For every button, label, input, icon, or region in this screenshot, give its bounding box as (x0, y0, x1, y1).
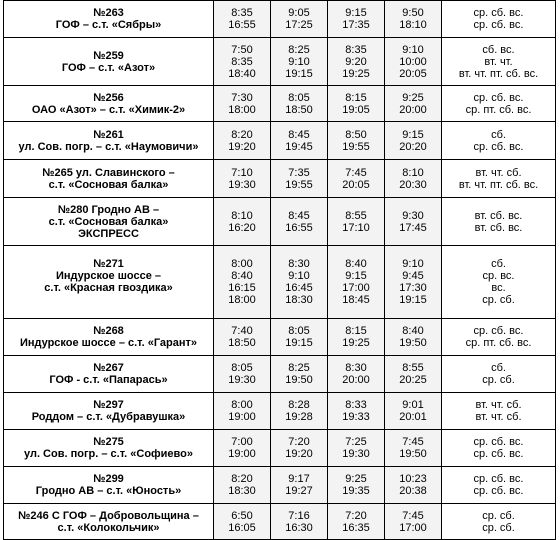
table-row (4, 319, 556, 356)
route-cell-line: с.т. «Сосновая балка» (48, 215, 169, 228)
time-value: 9:45 (402, 270, 424, 282)
time-value: 18:50 (228, 337, 256, 349)
days-cell (442, 1, 556, 38)
time-cell (385, 504, 442, 540)
time-value: 8:33 (345, 399, 367, 411)
time-cell (328, 246, 385, 319)
time-value: 16:55 (285, 221, 313, 234)
time-value: 19:15 (399, 294, 427, 306)
time-cell (328, 86, 385, 122)
time-value: 7:16 (288, 509, 310, 522)
time-value: 16:05 (228, 521, 256, 534)
time-value: 19:45 (285, 140, 313, 153)
time-value: 20:05 (342, 178, 370, 191)
time-value: 20:00 (399, 103, 427, 116)
time-value: 9:20 (345, 55, 367, 68)
time-value: 8:25 (288, 362, 310, 374)
days-cell-line: ср. сб. (482, 374, 515, 386)
time-value: 7:25 (345, 436, 367, 448)
days-cell-line: сб. (491, 362, 506, 374)
time-value: 17:00 (342, 282, 370, 294)
days-cell-line: ср. сб. (482, 294, 515, 306)
route-cell-line: №265 ул. Славинского – (42, 166, 175, 179)
time-cell (385, 122, 442, 160)
days-cell (442, 430, 556, 467)
days-cell-line: вт. чт. сб. (475, 411, 522, 423)
route-cell (4, 122, 214, 160)
time-cell (328, 319, 385, 356)
route-cell (4, 1, 214, 38)
route-cell-line: ЭКСПРЕСС (78, 227, 139, 240)
time-value: 20:00 (342, 374, 370, 386)
days-cell-line: вт. сб. вс. (474, 221, 523, 234)
time-cell (214, 246, 271, 319)
days-cell (442, 246, 556, 319)
time-value: 18:00 (228, 294, 256, 306)
days-cell-line: ср. сб. вс. (473, 140, 524, 153)
time-cell (271, 504, 328, 540)
table-row (4, 504, 556, 540)
table-row (4, 86, 556, 122)
time-value: 8:15 (345, 325, 367, 337)
time-value: 20:38 (399, 485, 427, 497)
time-cell (328, 122, 385, 160)
days-cell-line: ср. сб. вс. (473, 7, 524, 19)
time-value: 9:30 (402, 209, 424, 222)
days-cell (442, 86, 556, 122)
time-cell (214, 122, 271, 160)
table-row (4, 1, 556, 38)
time-cell (214, 198, 271, 246)
time-value: 16:55 (228, 19, 256, 31)
time-value: 8:40 (231, 270, 253, 282)
days-cell (442, 122, 556, 160)
time-cell (271, 393, 328, 430)
route-cell-line: №263 (93, 7, 124, 19)
days-cell-line: сб. вс. (482, 43, 515, 56)
table-row (4, 393, 556, 430)
time-value: 19:00 (228, 448, 256, 460)
time-cell (214, 38, 271, 86)
time-value: 17:10 (342, 221, 370, 234)
time-cell (328, 1, 385, 38)
time-value: 9:25 (345, 473, 367, 485)
route-cell-line: Индурское шоссе – (56, 270, 161, 282)
table-row (4, 160, 556, 198)
route-cell-line (4, 294, 213, 306)
time-cell (328, 38, 385, 86)
route-cell (4, 198, 214, 246)
days-cell (442, 198, 556, 246)
time-cell (385, 160, 442, 198)
time-value: 7:45 (402, 509, 424, 522)
time-value: 19:00 (228, 411, 256, 423)
time-value: 19:50 (285, 374, 313, 386)
route-cell (4, 319, 214, 356)
days-cell-line: ср. сб. вс. (473, 448, 524, 460)
table-row (4, 430, 556, 467)
time-value: 8:00 (231, 399, 253, 411)
time-cell (214, 430, 271, 467)
time-value: 20:25 (399, 374, 427, 386)
time-value: 19:35 (342, 485, 370, 497)
days-cell-line: сб. (491, 128, 506, 141)
time-value: 10:23 (399, 473, 427, 485)
time-value: 19:30 (342, 448, 370, 460)
time-value: 17:25 (285, 19, 313, 31)
time-value: 17:35 (342, 19, 370, 31)
route-cell-line: №267 (93, 362, 124, 374)
time-cell (271, 356, 328, 393)
days-cell (442, 504, 556, 540)
time-value: 8:55 (345, 209, 367, 222)
time-value: 8:55 (402, 362, 424, 374)
time-value: 8:40 (345, 258, 367, 270)
time-cell (271, 38, 328, 86)
time-value: 8:50 (345, 128, 367, 141)
time-cell (214, 160, 271, 198)
days-cell (442, 319, 556, 356)
time-cell (271, 1, 328, 38)
time-value: 8:35 (231, 7, 253, 19)
table-row (4, 356, 556, 393)
days-cell-line: вт. чт. сб. (475, 399, 522, 411)
route-cell-line: ГОФ – с.т. «Сябры» (55, 19, 162, 31)
days-cell-line: ср. сб. вс. (473, 325, 524, 337)
time-value: 19:27 (285, 485, 313, 497)
route-cell-line: №299 (93, 473, 124, 485)
time-value: 9:17 (288, 473, 310, 485)
time-value: 8:28 (288, 399, 310, 411)
time-cell (328, 430, 385, 467)
time-value: 9:25 (402, 91, 424, 104)
days-cell-line: ср. сб. вс. (473, 473, 524, 485)
time-value: 8:05 (288, 325, 310, 337)
route-cell (4, 160, 214, 198)
time-value: 9:05 (288, 7, 310, 19)
time-value: 19:20 (285, 448, 313, 460)
time-value: 8:30 (345, 362, 367, 374)
time-cell (271, 467, 328, 504)
route-cell (4, 467, 214, 504)
time-value: 9:10 (288, 55, 310, 68)
time-cell (385, 38, 442, 86)
time-cell (271, 160, 328, 198)
days-cell-line: ср. сб. вс. (473, 485, 524, 497)
days-cell-line: ср. сб. вс. (473, 91, 524, 104)
time-value: 8:35 (345, 43, 367, 56)
time-cell (271, 122, 328, 160)
time-value: 16:30 (285, 521, 313, 534)
route-cell-line: ул. Сов. погр. – с.т. «Софиево» (23, 448, 193, 460)
route-cell-line: с.т. «Колокольчик» (57, 521, 160, 534)
days-cell (442, 160, 556, 198)
time-value: 8:20 (231, 473, 253, 485)
route-cell-line: №280 Гродно АВ – (57, 203, 160, 216)
time-cell (385, 198, 442, 246)
route-cell-line: №271 (93, 258, 124, 270)
time-cell (385, 356, 442, 393)
schedule-body (4, 1, 556, 540)
time-value: 16:20 (228, 221, 256, 234)
time-value: 17:30 (399, 282, 427, 294)
route-cell-line: с.т. «Красная гвоздика» (44, 282, 173, 294)
time-value: 19:55 (285, 178, 313, 191)
time-cell (271, 246, 328, 319)
route-cell-line: ул. Сов. погр. – с.т. «Наумовичи» (18, 140, 199, 153)
days-cell-line: вт. чт. (484, 55, 513, 68)
time-value: 19:05 (342, 103, 370, 116)
time-cell (214, 467, 271, 504)
time-value: 7:20 (288, 436, 310, 448)
days-cell-line: вс. (491, 282, 506, 294)
days-cell-line: ср. сб. вс. (473, 436, 524, 448)
time-cell (271, 319, 328, 356)
route-cell-line: Роддом – с.т. «Дубравушка» (31, 411, 186, 423)
route-cell (4, 504, 214, 540)
time-value: 9:10 (288, 270, 310, 282)
route-cell-line: №268 (93, 325, 124, 337)
route-cell-line: ГОФ – с.т. «Азот» (61, 61, 156, 74)
route-cell (4, 38, 214, 86)
time-cell (328, 198, 385, 246)
time-value: 8:20 (231, 128, 253, 141)
time-value: 7:20 (345, 509, 367, 522)
time-value: 18:40 (228, 67, 256, 80)
route-cell-line: Гродно АВ – с.т. «Юность» (35, 485, 182, 497)
time-value: 20:20 (399, 140, 427, 153)
time-cell (328, 356, 385, 393)
time-cell (385, 1, 442, 38)
time-value: 20:01 (399, 411, 427, 423)
route-cell-line: №256 (93, 91, 124, 104)
days-cell-line: ср. сб. (482, 509, 515, 522)
time-value: 7:40 (231, 325, 253, 337)
table-row (4, 122, 556, 160)
bus-schedule-table (3, 0, 556, 540)
time-cell (385, 86, 442, 122)
time-cell (214, 393, 271, 430)
time-cell (385, 319, 442, 356)
time-cell (385, 246, 442, 319)
days-cell (442, 393, 556, 430)
time-value: 9:15 (402, 128, 424, 141)
time-value: 10:00 (399, 55, 427, 68)
days-cell-line: ср. сб. вс. (473, 19, 524, 31)
days-cell-line: ср. вс. (482, 270, 515, 282)
route-cell (4, 356, 214, 393)
time-cell (214, 1, 271, 38)
time-value: 9:50 (402, 7, 424, 19)
time-value: 7:45 (345, 166, 367, 179)
time-value: 8:10 (402, 166, 424, 179)
time-value: 18:45 (342, 294, 370, 306)
route-cell (4, 393, 214, 430)
time-value: 20:05 (399, 67, 427, 80)
days-cell (442, 467, 556, 504)
time-value: 18:50 (285, 103, 313, 116)
days-cell-line: вт. чт. пт. сб. вс. (458, 67, 539, 80)
route-cell-line: №259 (93, 49, 124, 62)
time-value: 8:05 (288, 91, 310, 104)
time-cell (271, 430, 328, 467)
time-value: 7:30 (231, 91, 253, 104)
time-value: 7:50 (231, 43, 253, 56)
route-cell-line: ОАО «Азот» – с.т. «Химик-2» (31, 103, 186, 116)
route-cell-line: №275 (93, 436, 124, 448)
time-value: 17:45 (399, 221, 427, 234)
time-value: 8:40 (402, 325, 424, 337)
time-value: 18:30 (285, 294, 313, 306)
time-value: 9:15 (345, 270, 367, 282)
days-cell-line: вт. чт. сб. (475, 166, 522, 179)
time-value: 19:20 (228, 140, 256, 153)
time-cell (214, 86, 271, 122)
time-value: 16:15 (228, 282, 256, 294)
time-value: 17:00 (399, 521, 427, 534)
route-cell-line: ГОФ - с.т. «Папарась» (49, 374, 168, 386)
time-value: 8:35 (231, 55, 253, 68)
time-value: 19:15 (285, 67, 313, 80)
time-value: 16:45 (285, 282, 313, 294)
time-value: 20:30 (399, 178, 427, 191)
time-value: 9:10 (402, 43, 424, 56)
time-value: 19:55 (342, 140, 370, 153)
time-cell (214, 356, 271, 393)
time-cell (328, 393, 385, 430)
time-value: 8:25 (288, 43, 310, 56)
days-cell (442, 38, 556, 86)
time-value: 19:50 (399, 337, 427, 349)
time-value: 19:25 (342, 67, 370, 80)
time-cell (385, 393, 442, 430)
table-row (4, 38, 556, 86)
time-value: 19:30 (228, 178, 256, 191)
time-value: 8:10 (231, 209, 253, 222)
time-value: 8:45 (288, 128, 310, 141)
time-value: 9:01 (402, 399, 424, 411)
time-value: 8:00 (231, 258, 253, 270)
time-value: 8:45 (288, 209, 310, 222)
time-cell (271, 86, 328, 122)
time-value: 8:15 (345, 91, 367, 104)
days-cell-line: ср. сб. (482, 521, 515, 534)
route-cell-line: №261 (93, 128, 124, 141)
time-cell (328, 467, 385, 504)
time-cell (385, 467, 442, 504)
time-value: 8:30 (288, 258, 310, 270)
route-cell-line: №246 С ГОФ – Добровольщина – (18, 509, 199, 522)
table-row (4, 467, 556, 504)
time-value: 7:00 (231, 436, 253, 448)
time-value: 18:00 (228, 103, 256, 116)
table-row (4, 246, 556, 319)
time-value: 7:10 (231, 166, 253, 179)
time-cell (385, 430, 442, 467)
route-cell (4, 86, 214, 122)
time-value: 19:30 (228, 374, 256, 386)
time-value: 19:33 (342, 411, 370, 423)
days-cell-line: ср. пт. сб. вс. (465, 337, 532, 349)
time-cell (328, 160, 385, 198)
time-value: 7:45 (402, 436, 424, 448)
time-value: 19:28 (285, 411, 313, 423)
days-cell-line: вт. сб. вс. (474, 209, 523, 222)
route-cell-line: с.т. «Сосновая балка» (48, 178, 169, 191)
time-value: 18:30 (228, 485, 256, 497)
time-cell (214, 504, 271, 540)
days-cell (442, 356, 556, 393)
time-cell (271, 198, 328, 246)
days-cell-line: вт. чт. пт. сб. вс. (458, 178, 539, 191)
time-value: 9:10 (402, 258, 424, 270)
time-value: 16:35 (342, 521, 370, 534)
time-cell (328, 504, 385, 540)
route-cell (4, 430, 214, 467)
days-cell-line: сб. (491, 258, 506, 270)
table-row (4, 198, 556, 246)
time-value: 9:15 (345, 7, 367, 19)
time-value: 6:50 (231, 509, 253, 522)
time-value: 7:35 (288, 166, 310, 179)
time-value: 19:25 (342, 337, 370, 349)
time-value: 8:05 (231, 362, 253, 374)
route-cell (4, 246, 214, 319)
days-cell-line: ср. пт. сб. вс. (465, 103, 532, 116)
time-value: 19:50 (399, 448, 427, 460)
time-value: 18:10 (399, 19, 427, 31)
time-value: 19:15 (285, 337, 313, 349)
route-cell-line: Индурское шоссе – с.т. «Гарант» (19, 337, 198, 349)
time-cell (214, 319, 271, 356)
route-cell-line: №297 (93, 399, 124, 411)
